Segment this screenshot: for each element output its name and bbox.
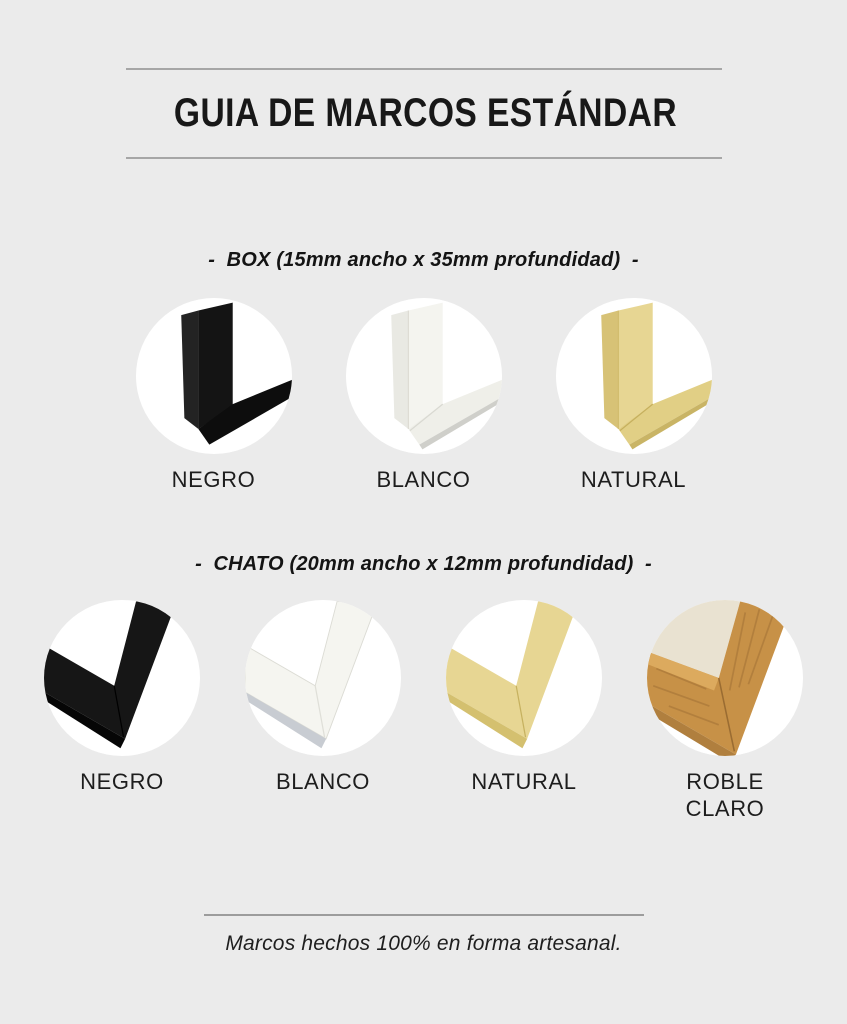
divider-footer [204,914,644,916]
swatch-label-chato-negro: NEGRO [80,769,164,794]
section-chato-heading: - CHATO (20mm ancho x 12mm profundidad) - [195,553,652,575]
swatch-chato-roble-claro [647,600,803,822]
section-box-heading: - BOX (15mm ancho x 35mm profundidad) - [208,249,639,271]
swatch-label-box-negro: NEGRO [171,467,256,492]
frame-photo-box-blanco [346,298,502,454]
swatch-box-negro [136,298,292,493]
frame-corner-box-icon [346,298,502,454]
frame-photo-box-natural [556,298,712,454]
title-block [126,68,722,159]
chato-swatch-row [0,600,847,822]
box-swatch-row [0,298,847,493]
section-chato [0,552,847,822]
swatch-chato-negro [44,600,200,795]
frame-corner-box-icon [556,298,712,454]
swatch-chato-blanco [245,600,401,795]
frame-photo-chato-natural [446,600,602,756]
swatch-label-box-blanco: BLANCO [376,467,471,492]
swatch-label-chato-natural: NATURAL [471,769,577,794]
frame-corner-chato-icon [446,600,602,756]
swatch-chato-natural [446,600,602,795]
swatch-box-blanco [346,298,502,493]
frame-photo-box-negro [136,298,292,454]
section-box [0,248,847,493]
divider-title-bottom [126,157,722,159]
frame-corner-box-icon [136,298,292,454]
swatch-label-chato-blanco: BLANCO [275,769,371,794]
page-title [126,70,722,157]
footer-note: Marcos hechos 100% en forma artesanal. [225,932,622,955]
frame-photo-chato-blanco [245,600,401,756]
page-title-text: GUIA DE MARCOS ESTÁNDAR [173,91,677,135]
frame-corner-chato-icon [245,600,401,756]
swatch-label-box-natural: NATURAL [580,467,687,492]
frame-photo-chato-roble-claro [647,600,803,756]
page-footer [0,914,847,957]
swatch-label-chato-roble-claro: ROBLE CLARO [685,769,765,821]
frame-photo-chato-negro [44,600,200,756]
frame-corner-chato-icon [44,600,200,756]
frame-corner-chato-icon [647,600,803,756]
swatch-box-natural [556,298,712,493]
